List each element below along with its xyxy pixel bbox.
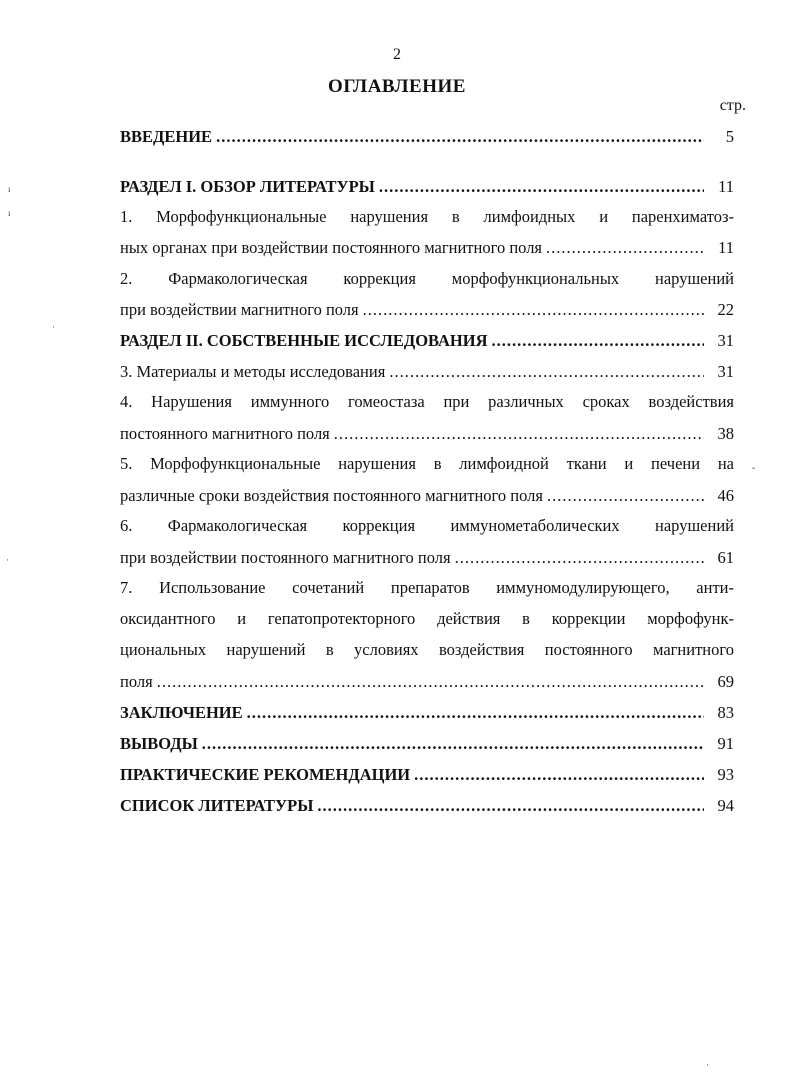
toc-dot-leader: [157, 671, 704, 693]
toc-entry-title: ПРАКТИЧЕСКИЕ РЕКОМЕНДАЦИИ: [120, 765, 411, 784]
toc-entry-page: 83: [717, 703, 734, 722]
toc-dot-leader: [546, 237, 704, 259]
toc-entry-chapter-7-line-3[interactable]: циональных нарушений в условиях воздействия постоянного магнитного: [120, 640, 734, 659]
toc-entry-title: при воздействии магнитного поля: [120, 300, 359, 319]
toc-entry-page: 69: [717, 672, 734, 691]
scan-speck: ·: [706, 1060, 709, 1070]
toc-entry-page: 5: [725, 127, 734, 146]
toc-entry-chapter-4-line-1[interactable]: 4. Нарушения иммунного гомеостаза при различных сроках воздействия: [120, 392, 734, 411]
toc-dot-leader: [414, 764, 704, 786]
toc-entry-recommendations[interactable]: [120, 762, 734, 786]
toc-dot-leader: [389, 361, 704, 383]
toc-entry-page: 38: [717, 424, 734, 443]
toc-entry-title: ных органах при воздействии постоянного магнитного поля: [120, 238, 543, 257]
toc-dot-leader: [317, 795, 704, 817]
toc-entry-chapter-7-line-1[interactable]: 7. Использование сочетаний препаратов иммуномодулирующего, анти-: [120, 578, 734, 597]
toc-entry-page: 93: [717, 765, 734, 784]
toc-entry-chapter-6-line-1[interactable]: 6. Фармакологическая коррекция иммунометаболических нарушений: [120, 516, 734, 535]
toc-entry-page: 31: [717, 362, 734, 381]
toc-entry-title: ВВЕДЕНИЕ: [120, 127, 213, 146]
scan-speck: ·: [52, 322, 55, 332]
toc-entry-title: поля: [120, 672, 153, 691]
toc-entry-title: ВЫВОДЫ: [120, 734, 198, 753]
toc-entry-page: 46: [717, 486, 734, 505]
toc-entry-chapter-3[interactable]: [120, 359, 734, 383]
toc-dot-leader: [216, 126, 704, 148]
toc-entry-page: 22: [717, 300, 734, 319]
toc-entry-page: 31: [717, 331, 734, 350]
scan-speck: ·: [6, 555, 9, 565]
page-column-label: стр.: [719, 97, 746, 114]
toc-entry-page: 11: [718, 238, 734, 257]
toc-entry-chapter-7-line-2[interactable]: оксидантного и гепатопротекторного действия в коррекции морфофунк-: [120, 609, 734, 628]
toc-entry-chapter-5-line-1[interactable]: 5. Морфофункциональные нарушения в лимфоидной ткани и печени на: [120, 454, 734, 473]
toc-entry-findings[interactable]: [120, 731, 734, 755]
scan-speck: ı: [8, 184, 11, 194]
toc-entry-title: постоянного магнитного поля: [120, 424, 330, 443]
toc-dot-leader: [455, 547, 704, 569]
toc-entry-chapter-4[interactable]: [120, 421, 734, 445]
toc-entry-introduction[interactable]: [120, 124, 734, 148]
toc-dot-leader: [247, 702, 704, 724]
toc-entry-title: СПИСОК ЛИТЕРАТУРЫ: [120, 796, 314, 815]
toc-dot-leader: [492, 330, 704, 352]
toc-entry-section-2[interactable]: [120, 328, 734, 352]
scan-speck: ı: [8, 208, 11, 218]
toc-entry-title: при воздействии постоянного магнитного поля: [120, 548, 451, 567]
toc-entry-page: 61: [717, 548, 734, 567]
toc-entry-bibliography[interactable]: [120, 793, 734, 817]
toc-entry-page: 94: [717, 796, 734, 815]
toc-dot-leader: [547, 485, 704, 507]
toc-dot-leader: [379, 176, 704, 198]
toc-entry-title: РАЗДЕЛ II. СОБСТВЕННЫЕ ИССЛЕДОВАНИЯ: [120, 331, 488, 350]
page-number: 2: [393, 46, 401, 63]
toc-entry-chapter-2-line-1[interactable]: 2. Фармакологическая коррекция морфофункциональных нарушений: [120, 269, 734, 288]
page-title: ОГЛАВЛЕНИЕ: [328, 76, 466, 97]
toc-dot-leader: [363, 299, 704, 321]
scan-speck: ˇ: [752, 466, 755, 476]
toc-entry-chapter-1[interactable]: [120, 235, 734, 259]
toc-dot-leader: [202, 733, 704, 755]
toc-entry-section-1[interactable]: [120, 174, 734, 198]
toc-entry-chapter-7[interactable]: [120, 669, 734, 693]
toc-entry-chapter-1-line-1[interactable]: 1. Морфофункциональные нарушения в лимфоидных и паренхиматоз-: [120, 207, 734, 226]
toc-dot-leader: [334, 423, 704, 445]
toc-entry-conclusion[interactable]: [120, 700, 734, 724]
toc-entry-title: 3. Материалы и методы исследования: [120, 362, 386, 381]
toc-entry-title: ЗАКЛЮЧЕНИЕ: [120, 703, 243, 722]
toc-entry-chapter-5[interactable]: [120, 483, 734, 507]
toc-entry-chapter-2[interactable]: [120, 297, 734, 321]
toc-entry-page: 91: [717, 734, 734, 753]
toc-entry-page: 11: [718, 177, 734, 196]
toc-entry-chapter-6[interactable]: [120, 545, 734, 569]
toc-entry-title: различные сроки воздействия постоянного магнитного поля: [120, 486, 543, 505]
toc-entry-title: РАЗДЕЛ I. ОБЗОР ЛИТЕРАТУРЫ: [120, 177, 375, 196]
